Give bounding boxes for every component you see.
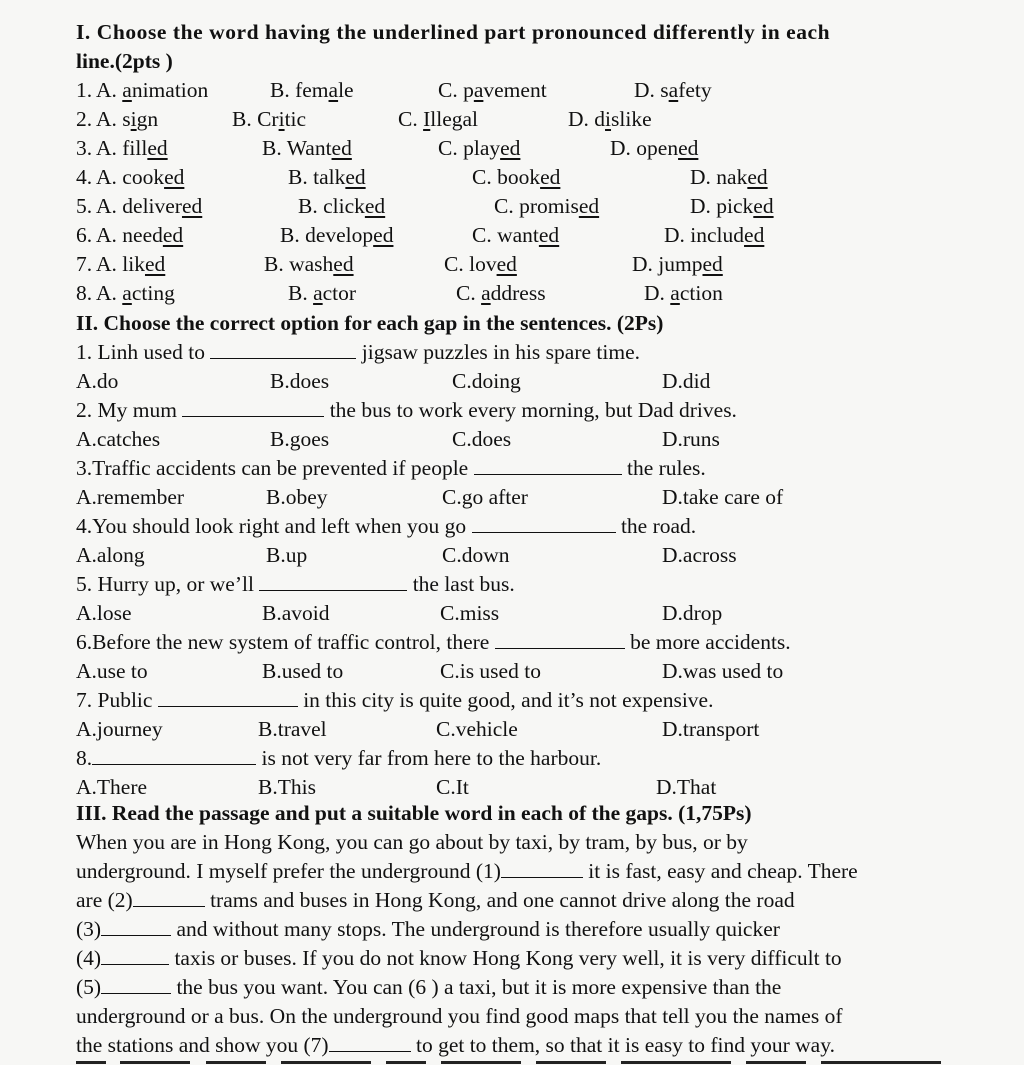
question-sentence (76, 686, 713, 715)
answer-option (632, 250, 723, 279)
answer-blank (92, 746, 256, 765)
choice-option: B.This (258, 775, 316, 799)
option-text: B. talk (288, 165, 346, 189)
question-sentence (76, 396, 737, 425)
passage-blank (101, 975, 171, 994)
choice-option: C.miss (440, 601, 500, 625)
answer-option (232, 105, 306, 134)
passage-text: the stations and show you (7) (76, 1033, 329, 1057)
underlined-part: ed (181, 194, 203, 218)
answer-blank (259, 572, 407, 591)
underlined-part: ed (702, 252, 723, 276)
passage-text: When you are in Hong Kong, you can go about by taxi, by tram, by bus, or by (76, 830, 748, 854)
answer-option (96, 163, 184, 192)
option-text: C. want (472, 223, 539, 247)
passage-blank (133, 888, 205, 907)
passage-text: the bus you want. You can (6 ) a taxi, but it is more expensive than the (171, 975, 782, 999)
underlined-part: ed (364, 194, 386, 218)
passage-blank (101, 946, 169, 965)
answer-option (444, 250, 517, 279)
sentence-end: jigsaw puzzles in his spare time. (356, 340, 640, 364)
answer-option (288, 163, 366, 192)
option-text: fety (678, 78, 712, 102)
passage-text: to get to them, so that it is easy to find your way. (410, 1033, 835, 1057)
passage-blank (329, 1033, 411, 1052)
underlined-part: ed (678, 136, 699, 160)
choice-option: B.travel (258, 717, 327, 741)
choice-option: D.was used to (662, 659, 784, 683)
answer-option (288, 279, 356, 308)
choice-option: C.is used to (440, 659, 541, 683)
underlined-part: ed (147, 136, 168, 160)
question-sentence (76, 628, 791, 657)
answer-blank (474, 456, 622, 475)
option-text: B. (288, 281, 314, 305)
question-sentence (76, 570, 515, 599)
underlined-part: a (122, 78, 132, 102)
option-text: A. need (96, 223, 163, 247)
option-text: ction (679, 281, 723, 305)
underlined-part: a (473, 78, 484, 102)
passage-text: and without many stops. The underground is therefore usually quicker (171, 917, 780, 941)
underlined-part: ed (331, 136, 352, 160)
option-text: A. (96, 78, 123, 102)
option-text: C. play (438, 136, 501, 160)
option-text: cting (131, 281, 175, 305)
underlined-part: ed (747, 165, 768, 189)
passage-line (76, 1002, 843, 1031)
answer-option (96, 134, 168, 163)
choice-option: A.remember (76, 485, 185, 509)
answer-option (568, 105, 652, 134)
sentence-start: 1. Linh used to (76, 340, 211, 364)
question-sentence (76, 338, 640, 367)
passage-text: underground. I myself prefer the underground (1) (76, 859, 501, 883)
answer-option (438, 76, 547, 105)
sentence-end: in this city is quite good, and it’s not expensive. (297, 688, 714, 712)
answer-blank (182, 398, 324, 417)
underlined-part: I (423, 107, 431, 131)
choice-option: D.did (662, 369, 711, 393)
answer-option (96, 76, 208, 105)
sentence-start: 2. My mum (76, 398, 183, 422)
answer-option (298, 192, 385, 221)
passage-line (76, 857, 858, 886)
underlined-part: ed (500, 136, 521, 160)
choice-option: B.goes (270, 427, 330, 451)
choice-option: D.drop (662, 601, 723, 625)
underlined-part: ed (345, 165, 366, 189)
sentence-start: 7. Public (76, 688, 158, 712)
answer-option (280, 221, 393, 250)
answer-option (472, 221, 559, 250)
choice-option: B.used to (262, 659, 344, 683)
choice-option: D.transport (662, 717, 760, 741)
choice-option: C.It (436, 775, 469, 799)
option-text: B. click (298, 194, 365, 218)
option-text: A. (96, 281, 123, 305)
option-text: D. nak (690, 165, 748, 189)
choice-option: B.avoid (262, 601, 330, 625)
choice-option: A.There (76, 775, 148, 799)
option-text: C. book (472, 165, 541, 189)
passage-text: (5) (76, 975, 102, 999)
option-text: C. promis (494, 194, 579, 218)
question-sentence (76, 454, 706, 483)
option-text: ddress (490, 281, 546, 305)
option-text: A. lik (96, 252, 145, 276)
question-number: 8. (76, 281, 93, 305)
option-text: gn (136, 107, 159, 131)
choice-option: D.across (662, 543, 737, 567)
question-number: 3. (76, 136, 93, 160)
option-text: D. jump (632, 252, 703, 276)
option-text: C. (398, 107, 424, 131)
question-number: 2. (76, 107, 93, 131)
answer-blank (158, 688, 298, 707)
cropped-next-line (76, 1056, 956, 1065)
option-text: D. (644, 281, 671, 305)
choice-option: A.use to (76, 659, 148, 683)
option-text: A. s (96, 107, 131, 131)
option-text: le (338, 78, 354, 102)
choice-option: C.does (452, 427, 512, 451)
option-text: vement (483, 78, 547, 102)
answer-option (96, 105, 158, 134)
passage-blank (101, 917, 171, 936)
answer-option (96, 221, 183, 250)
option-text: slike (611, 107, 652, 131)
passage-text: underground or a bus. On the underground you find good maps that tell you the names of (76, 1004, 843, 1028)
option-text: A. cook (96, 165, 165, 189)
answer-option (270, 76, 354, 105)
sentence-end: the road. (615, 514, 697, 538)
sentence-end: the bus to work every morning, but Dad drives. (324, 398, 737, 422)
passage-text: (3) (76, 917, 102, 941)
underlined-part: a (328, 78, 339, 102)
passage-line (76, 944, 842, 973)
section-1-title-cont: line.(2pts ) (76, 49, 173, 73)
answer-option (398, 105, 478, 134)
underlined-part: ed (164, 165, 185, 189)
underlined-part: i (130, 107, 137, 131)
question-number: 4. (76, 165, 93, 189)
option-text: A. deliver (96, 194, 182, 218)
option-text: A. fill (96, 136, 148, 160)
passage-line (76, 973, 781, 1002)
section-2-title: II. Choose the correct option for each gap in the sentences. (2Ps) (76, 311, 664, 335)
choice-option: B.up (266, 543, 308, 567)
passage-text: taxis or buses. If you do not know Hong Kong very well, it is very difficult to (169, 946, 842, 970)
choice-option: C.go after (442, 485, 528, 509)
choice-option: A.catches (76, 427, 161, 451)
answer-option (610, 134, 698, 163)
question-sentence (76, 744, 601, 773)
sentence-end: the last bus. (407, 572, 515, 596)
underlined-part: ed (496, 252, 517, 276)
option-text: ctor (322, 281, 357, 305)
option-text: D. includ (664, 223, 745, 247)
underlined-part: a (668, 78, 679, 102)
underlined-part: ed (578, 194, 600, 218)
answer-option (664, 221, 764, 250)
answer-option (96, 250, 165, 279)
passage-line (76, 886, 795, 915)
choice-option: B.does (270, 369, 330, 393)
passage-text: are (2) (76, 888, 133, 912)
answer-option (472, 163, 560, 192)
section-1-title: I. Choose the word having the underlined part pronounced differently in each (76, 20, 831, 44)
sentence-end: is not very far from here to the harbour. (256, 746, 602, 770)
choice-option: B.obey (266, 485, 328, 509)
underlined-part: a (670, 281, 680, 305)
choice-option: D.That (656, 775, 717, 799)
sentence-end: the rules. (621, 456, 706, 480)
option-text: tic (284, 107, 307, 131)
choice-option: A.along (76, 543, 145, 567)
choice-option: D.take care of (662, 485, 784, 509)
answer-option (690, 163, 768, 192)
answer-option (262, 134, 352, 163)
question-number: 1. (76, 78, 93, 102)
option-text: C. (456, 281, 482, 305)
sentence-start: 8. (76, 746, 93, 770)
choice-option: D.runs (662, 427, 720, 451)
option-text: C. lov (444, 252, 497, 276)
sentence-start: 3.Traffic accidents can be prevented if people (76, 456, 474, 480)
choice-option: C.vehicle (436, 717, 518, 741)
underlined-part: ed (538, 223, 560, 247)
sentence-end: be more accidents. (624, 630, 791, 654)
answer-option (644, 279, 723, 308)
option-text: nimation (131, 78, 209, 102)
answer-option (634, 76, 712, 105)
section-3-title: III. Read the passage and put a suitable word in each of the gaps. (1,75Ps) (76, 801, 752, 825)
answer-option (456, 279, 546, 308)
answer-option (264, 250, 354, 279)
option-text: C. p (438, 78, 474, 102)
option-text: B. Want (262, 136, 332, 160)
passage-line (76, 915, 780, 944)
underlined-part: i (278, 107, 285, 131)
passage-text: it is fast, easy and cheap. There (582, 859, 858, 883)
answer-blank (210, 340, 356, 359)
question-number: 7. (76, 252, 93, 276)
option-text: D. open (610, 136, 679, 160)
option-text: B. fem (270, 78, 329, 102)
passage-line (76, 828, 748, 857)
answer-option (494, 192, 599, 221)
answer-option (96, 192, 202, 221)
passage-blank (501, 859, 583, 878)
choice-option: A.do (76, 369, 119, 393)
answer-option (96, 279, 175, 308)
sentence-start: 4.You should look right and left when you go (76, 514, 472, 538)
answer-option (690, 192, 774, 221)
underlined-part: ed (144, 252, 166, 276)
choice-option: A.journey (76, 717, 163, 741)
answer-option (438, 134, 520, 163)
question-number: 5. (76, 194, 93, 218)
option-text: D. s (634, 78, 669, 102)
underlined-part: ed (540, 165, 561, 189)
underlined-part: ed (753, 194, 774, 218)
choice-option: C.down (442, 543, 510, 567)
choice-option: A.lose (76, 601, 132, 625)
option-text: D. d (568, 107, 606, 131)
passage-text: (4) (76, 946, 102, 970)
option-text: D. pick (690, 194, 754, 218)
option-text: B. Cr (232, 107, 279, 131)
underlined-part: a (481, 281, 491, 305)
underlined-part: ed (333, 252, 354, 276)
question-number: 6. (76, 223, 93, 247)
underlined-part: a (122, 281, 132, 305)
underlined-part: ed (162, 223, 184, 247)
answer-blank (495, 630, 625, 649)
underlined-part: a (313, 281, 323, 305)
question-sentence (76, 512, 696, 541)
sentence-start: 6.Before the new system of traffic control, there (76, 630, 495, 654)
underlined-part: ed (744, 223, 765, 247)
option-text: B. develop (280, 223, 374, 247)
sentence-start: 5. Hurry up, or we’ll (76, 572, 260, 596)
underlined-part: i (605, 107, 612, 131)
choice-option: C.doing (452, 369, 521, 393)
passage-text: trams and buses in Hong Kong, and one cannot drive along the road (204, 888, 795, 912)
option-text: B. wash (264, 252, 334, 276)
option-text: llegal (430, 107, 479, 131)
answer-blank (472, 514, 616, 533)
underlined-part: ed (373, 223, 394, 247)
